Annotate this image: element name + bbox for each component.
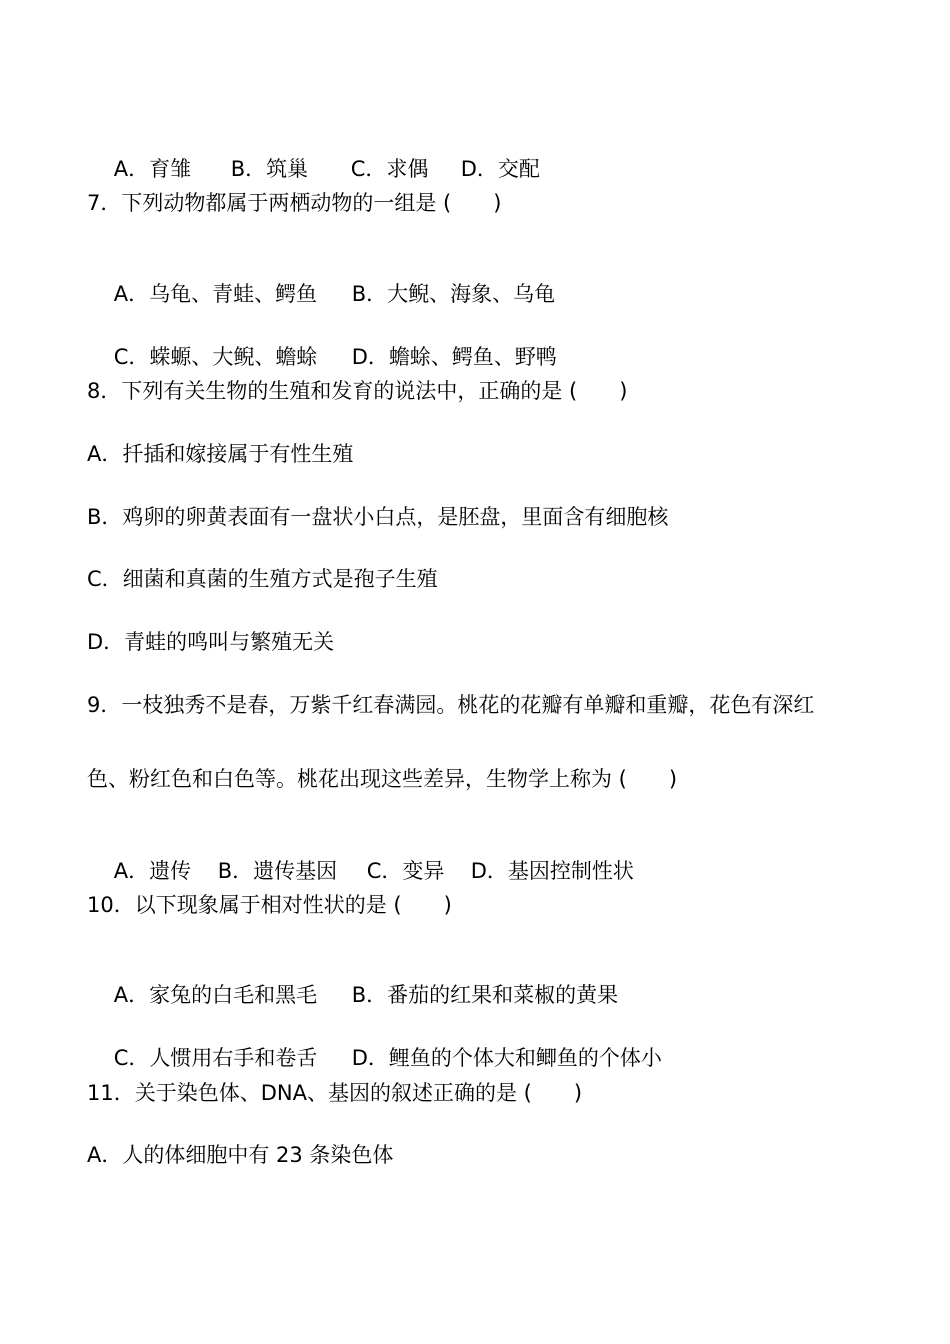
question-7-stem: 7．下列动物都属于两栖动物的一组是 ( ) <box>87 191 502 215</box>
q10-option-d: D．鲤鱼的个体大和鲫鱼的个体小 <box>351 1046 662 1070</box>
q7-option-b: B．大鲵、海象、乌龟 <box>351 282 556 306</box>
q8-option-d: D．青蛙的鸣叫与繁殖无关 <box>87 630 335 654</box>
question-11-stem: 11．关于染色体、DNA、基因的叙述正确的是 ( ) <box>87 1081 583 1105</box>
q6-option-a: A．育雏 <box>113 157 192 181</box>
q9-option-b: B．遗传基因 <box>217 859 338 883</box>
q10-option-c: C．人惯用右手和卷舌 <box>113 1046 318 1070</box>
q7-option-d: D．蟾蜍、鳄鱼、野鸭 <box>351 345 557 369</box>
q10-option-a: A．家兔的白毛和黑毛 <box>113 983 318 1007</box>
q8-option-c: C．细菌和真菌的生殖方式是孢子生殖 <box>87 567 438 591</box>
q8-option-a: A．扦插和嫁接属于有性生殖 <box>87 442 354 466</box>
q9-option-a: A．遗传 <box>113 859 192 883</box>
q9-option-d: D．基因控制性状 <box>470 859 634 883</box>
q9-option-c: C．变异 <box>366 859 445 883</box>
q10-option-b: B．番茄的红果和菜椒的黄果 <box>351 983 619 1007</box>
q7-option-c: C．蝾螈、大鲵、蟾蜍 <box>113 345 318 369</box>
question-9-stem-line-1: 9．一枝独秀不是春，万紫千红春满园。桃花的花瓣有单瓣和重瓣，花色有深红 <box>87 693 815 717</box>
question-8-stem: 8．下列有关生物的生殖和发育的说法中，正确的是 ( ) <box>87 379 628 403</box>
q8-option-b: B．鸡卵的卵黄表面有一盘状小白点，是胚盘，里面含有细胞核 <box>87 505 669 529</box>
q6-option-d: D．交配 <box>460 157 540 181</box>
question-9-stem-line-2: 色、粉红色和白色等。桃花出现这些差异，生物学上称为 ( ) <box>87 767 678 791</box>
q6-option-c: C．求偶 <box>350 157 429 181</box>
q6-option-b: B．筑巢 <box>230 157 309 181</box>
q11-option-a: A．人的体细胞中有 23 条染色体 <box>87 1143 394 1167</box>
q7-option-a: A．乌龟、青蛙、鳄鱼 <box>113 282 318 306</box>
question-10-stem: 10．以下现象属于相对性状的是 ( ) <box>87 893 452 917</box>
